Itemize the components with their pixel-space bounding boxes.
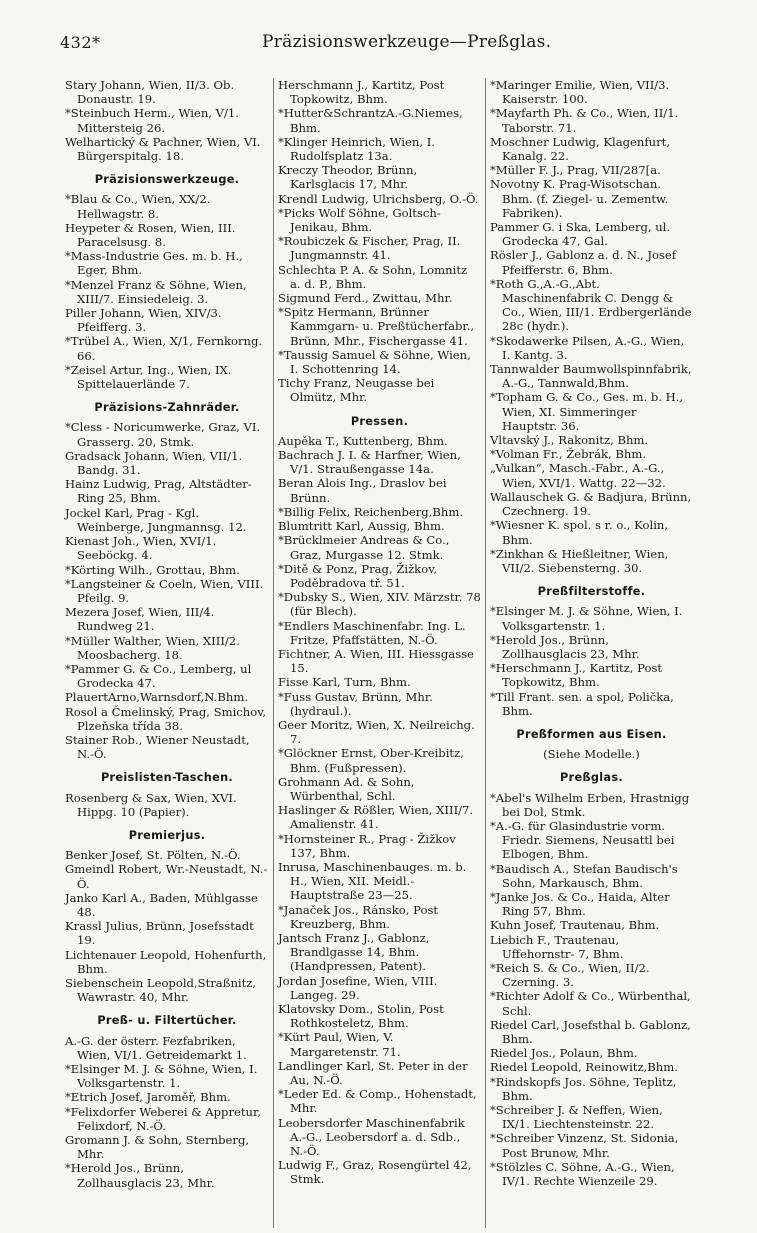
directory-entry: *Stölzles C. Söhne, A.-G., Wien, IV/1. Rechte Wienzeile 29. [490, 1159, 675, 1189]
section-heading: Pressen. [350, 414, 409, 428]
directory-entry: Beran Alois Ing., Draslov bei Brünn. [278, 476, 447, 505]
directory-entry: *Blau & Co., Wien, XX/2. Hellwagstr. 8. [65, 192, 211, 221]
column-3 [485, 78, 697, 1228]
directory-entry: Riedel Leopold, Reinowitz,Bhm. [490, 1060, 678, 1075]
directory-entry: *Kürt Paul, Wien, V. Margaretenstr. 71. [278, 1030, 401, 1059]
column-1 [61, 78, 273, 1228]
directory-entry: Riedel Jos., Polaun, Bhm. [490, 1046, 638, 1061]
directory-entry: *Topham G. & Co., Ges. m. b. H., Wien, XI. Simmeringer Hauptstr. 36. [490, 390, 684, 433]
directory-entry: *Menzel Franz & Söhne, Wien, XIII/7. Einsiedeleig. 3. [65, 277, 247, 306]
directory-entry: *Roth G.,A.-G.,Abt. Maschinenfabrik C. Dengg & Co., Wien, III/1. Erdbergerlände 28c (hydr.). [490, 276, 692, 334]
directory-entry: *Klinger Heinrich, Wien, I. Rudolfsplatz 13a. [278, 134, 435, 164]
directory-entry: Mezera Josef, Wien, III/4. Rundweg 21. [65, 605, 215, 634]
directory-entry: Janko Karl A., Baden, Mühlgasse 48. [65, 890, 258, 919]
directory-entry: „Vulkan“, Masch.-Fabr., A.-G., Wien, XVI/1. Wattg. 22—32. [490, 461, 666, 490]
directory-entry: *Glöckner Ernst, Ober-Kreibitz, Bhm. (Fußpressen). [278, 746, 464, 775]
directory-entry: Benker Josef, St. Pölten, N.-Ö. [65, 848, 241, 863]
directory-entry: Stainer Rob., Wiener Neustadt, N.-Ö. [65, 732, 250, 762]
directory-entry: Pammer G. i Ska, Lemberg, ul. Grodecka 47, Gal. [490, 220, 671, 249]
directory-entry: *Schreiber Vinzenz, St. Sidonia, Post Brunow, Mhr. [490, 1131, 679, 1160]
directory-entry: Siebenschein Leopold,Straßnitz, Wawrastr. 40, Mhr. [65, 975, 257, 1005]
directory-entry: Gromann J. & Sohn, Sternberg, Mhr. [65, 1133, 250, 1162]
directory-entry: Herschmann J., Kartitz, Post Topkowitz, Bhm. [278, 78, 445, 107]
directory-entry: *Abel's Wilhelm Erben, Hrastnigg bei Dol, Stmk. [490, 790, 690, 819]
directory-entry: *Skodawerke Pilsen, A.-G., Wien, I. Kantg. 3. [490, 333, 685, 362]
directory-entry: *Rindskopfs Jos. Söhne, Teplitz, Bhm. [490, 1074, 677, 1103]
directory-entry: Welhartický & Pachner, Wien, VI. Bürgerspitalg. 18. [65, 134, 261, 164]
directory-entry: Fisse Karl, Turn, Bhm. [278, 675, 411, 690]
directory-entry: Fichtner, A. Wien, III. Hiessgasse 15. [278, 646, 474, 676]
directory-entry: *Volman Fr., Žebrák, Bhm. [490, 447, 647, 462]
directory-entry: Bachrach J. I. & Harfner, Wien, V/1. Straußengasse 14a. [278, 448, 461, 477]
directory-entry: Kuhn Josef, Trautenau, Bhm. [490, 918, 660, 933]
directory-entry: *Janaček Jos., Ránsko, Post Kreuzberg, Bhm. [278, 902, 439, 931]
directory-entry: *Reich S. & Co., Wien, II/2. Czerning. 3. [490, 960, 650, 990]
directory-entry: *Langsteiner & Coeln, Wien, VIII. Pfeilg. 9. [65, 576, 264, 605]
directory-entry: *Felixdorfer Weberei & Appretur, Felixdorf, N.-Ö. [65, 1104, 261, 1133]
directory-entry: Sigmund Ferd., Zwittau, Mhr. [278, 291, 453, 306]
section-heading: Preß- u. Filtertücher. [97, 1014, 237, 1028]
directory-entry: Vltavský J., Rakonitz, Bhm. [490, 433, 649, 448]
directory-entry: *Herold Jos., Brünn, Zollhausglacis 23, Mhr. [65, 1161, 215, 1190]
directory-entry: *Janke Jos. & Co., Haida, Alter Ring 57, Bhm. [490, 889, 670, 919]
directory-entry: Kienast Joh., Wien, XVI/1. Seeböckg. 4. [65, 534, 217, 563]
directory-entry: *Müller F. J., Prag, VII/287[a. [490, 163, 661, 178]
section-heading: Preßformen aus Eisen. [516, 727, 667, 741]
directory-entry: *Schreiber J. & Neffen, Wien, IX/1. Liechtensteinstr. 22. [490, 1103, 663, 1132]
directory-entry: *Picks Wolf Söhne, Goltsch-Jenikau, Bhm. [278, 205, 441, 235]
cross-reference-note: (Siehe Modelle.) [543, 747, 640, 762]
directory-entry: *Cless - Noricumwerke, Graz, VI. Grasserg. 20, Stmk. [65, 420, 261, 449]
directory-entry: Haslinger & Rößler, Wien, XIII/7. Amalienstr. 41. [278, 803, 474, 832]
directory-entry: *Roubiczek & Fischer, Prag, II. Jungmannstr. 41. [278, 234, 461, 263]
directory-entry: *Steinbuch Herm., Wien, V/1. Mittersteig 26. [65, 106, 239, 135]
directory-entry: Inrusa, Maschinenbauges. m. b. H., Wien, XII. Meidl.-Hauptstraße 23—25. [278, 859, 467, 903]
directory-entry: *Fuss Gustav, Brünn, Mhr. (hydraul.). [278, 689, 433, 718]
directory-entry: Rösler J., Gablonz a. d. N., Josef Pfeifferstr. 6, Bhm. [490, 248, 677, 277]
directory-entry: Gradsack Johann, Wien, VII/1. Bandg. 31. [65, 448, 243, 478]
directory-entry: Jantsch Franz J., Gablonz, Brandlgasse 14, Bhm. (Handpressen, Patent). [278, 930, 430, 974]
directory-entry: Kreczy Theodor, Brünn, Karlsglacis 17, Mhr. [278, 163, 418, 192]
directory-entry: *A.-G. für Glasindustrie vorm. Friedr. Siemens, Neusattl bei Elbogen, Bhm. [490, 818, 675, 862]
directory-entry: Jordan Josefine, Wien, VIII. Langeg. 29. [278, 973, 438, 1002]
directory-entry: Tichy Franz, Neugasse bei Olmütz, Mhr. [278, 376, 435, 405]
directory-entry: *Leder Ed. & Comp., Hohenstadt, Mhr. [278, 1087, 477, 1116]
directory-entry: *Zinkhan & Hießleitner, Wien, VII/2. Siebensterng. 30. [490, 546, 669, 575]
directory-entry: Novotny K. Prag-Wisotschan. Bhm. (f. Ziegel- u. Zementw. Fabriken). [490, 177, 669, 220]
directory-entry: *Mayfarth Ph. & Co., Wien, II/1. Taborstr. 71. [490, 106, 679, 135]
directory-entry: *Elsinger M. J. & Söhne, Wien, I. Volksgartenstr. 1. [490, 604, 683, 633]
directory-entry: Geer Moritz, Wien, X. Neilreichg. 7. [278, 717, 475, 747]
section-heading: Preßfilterstoffe. [537, 585, 646, 599]
directory-entry: Rosol a Čmelinský, Prag, Smichov, Plzeňska třída 38. [65, 704, 267, 733]
directory-entry: *Taussig Samuel & Söhne, Wien, I. Schottenring 14. [278, 347, 471, 377]
directory-entry: Tannwalder Baumwollspinnfabrik, A.-G., Tannwald,Bhm. [490, 362, 692, 391]
directory-entry: *Ditě & Ponz, Prag, Žižkov, Poděbradova tř. 51. [278, 561, 438, 590]
directory-entry: *Elsinger M. J. & Söhne, Wien, I. Volksgartenstr. 1. [65, 1062, 258, 1091]
directory-columns [61, 78, 703, 1228]
page-number: 432* [60, 33, 101, 52]
directory-entry: *Spitz Hermann, Brünner Kammgarn- u. Preßtücherfabr., Brünn, Mhr., Fischergasse 41. [278, 305, 475, 348]
directory-entry: Landlinger Karl, St. Peter in der Au, N.-Ö. [278, 1058, 468, 1088]
directory-entry: *Baudisch A., Stefan Baudisch's Sohn, Markausch, Bhm. [490, 861, 678, 890]
directory-entry: Gmeindl Robert, Wr.-Neustadt, N.-Ö. [65, 862, 268, 891]
section-heading: Premierjus. [128, 828, 206, 842]
section-heading: Preislisten-Taschen. [100, 771, 234, 785]
directory-entry: Rosenberg & Sax, Wien, XVI. Hippg. 10 (Papier). [65, 790, 237, 819]
directory-entry: Leobersdorfer Maschinenfabrik A.-G., Leobersdorf a. d. Sdb., N.-Ö. [278, 1115, 465, 1159]
directory-entry: Lichtenauer Leopold, Hohenfurth, Bhm. [65, 947, 267, 976]
directory-entry: *Maringer Emilie, Wien, VII/3. Kaiserstr. 100. [490, 78, 670, 107]
directory-entry: *Etrich Josef, Jaroměř, Bhm. [65, 1090, 231, 1105]
directory-entry: Piller Johann, Wien, XIV/3. Pfeifferg. 3. [65, 306, 222, 335]
directory-entry: *Pammer G. & Co., Lemberg, ul Grodecka 47. [65, 661, 252, 691]
directory-entry: *Brücklmeier Andreas & Co., Graz, Murgasse 12. Stmk. [278, 533, 450, 562]
directory-entry: Krendl Ludwig, Ulrichsberg, O.-Ö. [278, 191, 479, 206]
directory-entry: *Mass-Industrie Ges. m. b. H., Eger, Bhm. [65, 249, 243, 278]
column-2 [273, 78, 485, 1228]
directory-entry: Moschner Ludwig, Klagenfurt, Kanalg. 22. [490, 134, 671, 164]
directory-entry: Blumtritt Karl, Aussig, Bhm. [278, 519, 445, 534]
section-heading: Präzisionswerkzeuge. [94, 173, 240, 187]
directory-entry: Liebich F., Trautenau, Uffehornstr- 7, Bhm. [490, 932, 624, 961]
directory-entry: *Müller Walther, Wien, XIII/2. Moosbacherg. 18. [65, 633, 240, 662]
directory-entry: *Trübel A., Wien, X/1, Fernkorng. 66. [65, 334, 263, 363]
directory-entry: Krassl Julius, Brünn, Josefsstadt 19. [65, 919, 254, 948]
directory-entry: *Hutter&SchrantzA.-G.Niemes, Bhm. [278, 106, 463, 135]
directory-entry: *Billig Felix, Reichenberg,Bhm. [278, 504, 464, 519]
directory-entry: Wallauschek G. & Badjura, Brünn, Czechnerg. 19. [490, 489, 692, 519]
directory-entry: Stary Johann, Wien, II/3. Ob. Donaustr. 19. [65, 78, 235, 107]
directory-entry: Aupěka T., Kuttenberg, Bhm. [278, 433, 448, 448]
directory-entry: *Zeisel Artur, Ing., Wien, IX. Spittelauerlände 7. [65, 362, 232, 392]
directory-entry: Schlechta P. A. & Sohn, Lomnitz a. d. P., Bhm. [278, 262, 468, 291]
directory-entry: *Richter Adolf & Co., Würbenthal, Schl. [490, 989, 691, 1018]
directory-entry: *Körting Wilh., Grottau, Bhm. [65, 562, 240, 577]
directory-entry: Heypeter & Rosen, Wien, III. Paracelsusg. 8. [65, 220, 236, 250]
directory-entry: A.-G. der österr. Fezfabriken, Wien, VI/1. Getreidemarkt 1. [65, 1033, 247, 1062]
directory-entry: *Hornsteiner R., Prag - Žižkov 137, Bhm. [278, 831, 456, 860]
section-heading: Preßglas. [560, 771, 623, 785]
section-heading: Präzisions-Zahnräder. [94, 401, 240, 415]
directory-entry: *Herold Jos., Brünn, Zollhausglacis 23, Mhr. [490, 632, 640, 661]
directory-entry: Ludwig F., Graz, Rosengürtel 42, Stmk. [278, 1158, 472, 1187]
directory-entry: Klatovsky Dom., Stolin, Post Rothkosteletz, Bhm. [278, 1002, 444, 1031]
directory-entry: Jockel Karl, Prag - Kgl. Weinberge, Jungmannsg. 12. [65, 505, 247, 534]
directory-entry: *Wiesner K. spol. s r. o., Kolin, Bhm. [490, 518, 669, 547]
directory-entry: *Herschmann J., Kartitz, Post Topkowitz, Bhm. [490, 661, 663, 690]
directory-entry: *Till Frant. sen. a spol, Polička, Bhm. [490, 689, 674, 718]
directory-entry: PlauertArno,Warnsdorf,N.Bhm. [65, 690, 249, 705]
directory-entry: *Endlers Maschinenfabr. Ing. L. Fritze, Pfaffstätten, N.-Ö. [278, 618, 466, 647]
directory-entry: *Dubsky S., Wien, XIV. Märzstr. 78 (für Blech). [278, 590, 481, 619]
directory-entry: Riedel Carl, Josefsthal b. Gablonz, Bhm. [490, 1017, 691, 1046]
page-title: Präzisionswerkzeuge—Preßglas. [262, 32, 552, 52]
directory-entry: Grohmann Ad. & Sohn, Würbenthal, Schl. [278, 774, 415, 803]
directory-entry: Hainz Ludwig, Prag, Altstädter-Ring 25, Bhm. [65, 477, 252, 506]
